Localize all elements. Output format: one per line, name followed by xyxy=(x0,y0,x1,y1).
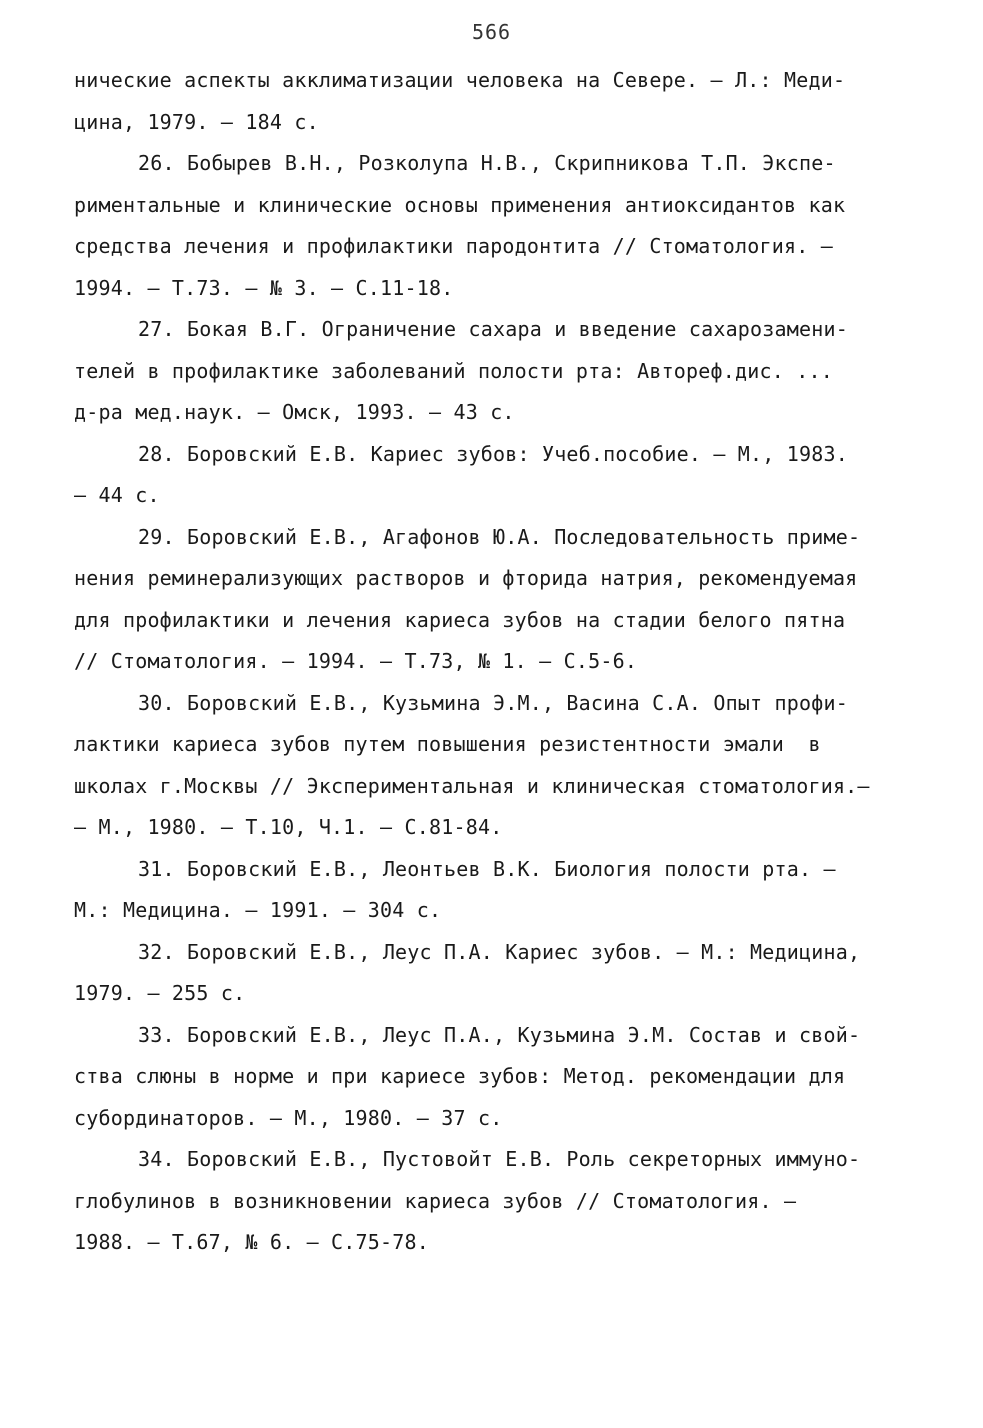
text-line: телей в профилактике заболеваний полости рта: Автореф.дис. ... xyxy=(74,358,833,383)
text-line: 32. Боровский Е.В., Леус П.А. Кариес зубов. – М.: Медицина, xyxy=(138,939,861,964)
text-line: 27. Бокая В.Г. Ограничение сахара и введение сахарозамени- xyxy=(138,317,848,341)
text-line: цина, 1979. – 184 с. xyxy=(74,109,319,134)
text-line: 1988. – Т.67, № 6. – С.75-78. xyxy=(74,1230,429,1254)
text-line: – М., 1980. – Т.10, Ч.1. – С.81-84. xyxy=(74,815,503,839)
text-line: // Стоматология. – 1994. – Т.73, № 1. – С.5-6. xyxy=(74,649,638,673)
text-line: школах г.Москвы // Экспериментальная и клиническая стоматология.– xyxy=(74,773,870,798)
text-line: нения реминерализующих растворов и фторида натрия, рекомендуемая xyxy=(74,566,858,590)
text-line: – 44 с. xyxy=(74,483,160,507)
page-number: 566 xyxy=(471,20,512,44)
text-line: 33. Боровский Е.В., Леус П.А., Кузьмина Э.М. Состав и свой- xyxy=(138,1022,861,1047)
text-line: ства слюны в норме и при кариесе зубов: Метод. рекомендации для xyxy=(74,1064,846,1088)
text-line: лактики кариеса зубов путем повышения резистентности эмали в xyxy=(74,732,821,756)
text-line: средства лечения и профилактики пародонтита // Стоматология. – xyxy=(74,234,833,258)
text-line: субординаторов. – М., 1980. – 37 с. xyxy=(74,1105,503,1130)
text-line: глобулинов в возникновении кариеса зубов // Стоматология. – xyxy=(74,1188,797,1213)
text-line: 1994. – Т.73. – № 3. – С.11-18. xyxy=(74,275,454,300)
text-line: нические аспекты акклиматизации человека на Севере. – Л.: Меди- xyxy=(74,68,846,92)
text-line: 34. Боровский Е.В., Пустовойт Е.В. Роль секреторных иммуно- xyxy=(138,1147,861,1171)
text-line: 1979. – 255 с. xyxy=(74,981,246,1005)
text-line: 31. Боровский Е.В., Леонтьев В.К. Биология полости рта. – xyxy=(138,856,836,881)
text-line: 30. Боровский Е.В., Кузьмина Э.М., Васина С.А. Опыт профи- xyxy=(138,690,848,715)
text-line: для профилактики и лечения кариеса зубов на стадии белого пятна xyxy=(74,607,846,632)
text-line: 29. Боровский Е.В., Агафонов Ю.А. Последовательность приме- xyxy=(138,524,861,549)
text-line: М.: Медицина. – 1991. – 304 с. xyxy=(74,898,442,922)
text-line: риментальные и клинические основы применения антиоксидантов как xyxy=(74,192,846,217)
bibliography-text xyxy=(74,60,914,1264)
text-line: д-ра мед.наук. – Омск, 1993. – 43 с. xyxy=(74,400,515,424)
text-line: 26. Бобырев В.Н., Розколупа Н.В., Скрипникова Т.П. Экспе- xyxy=(138,151,836,175)
text-line: 28. Боровский Е.В. Кариес зубов: Учеб.пособие. – М., 1983. xyxy=(138,441,848,466)
